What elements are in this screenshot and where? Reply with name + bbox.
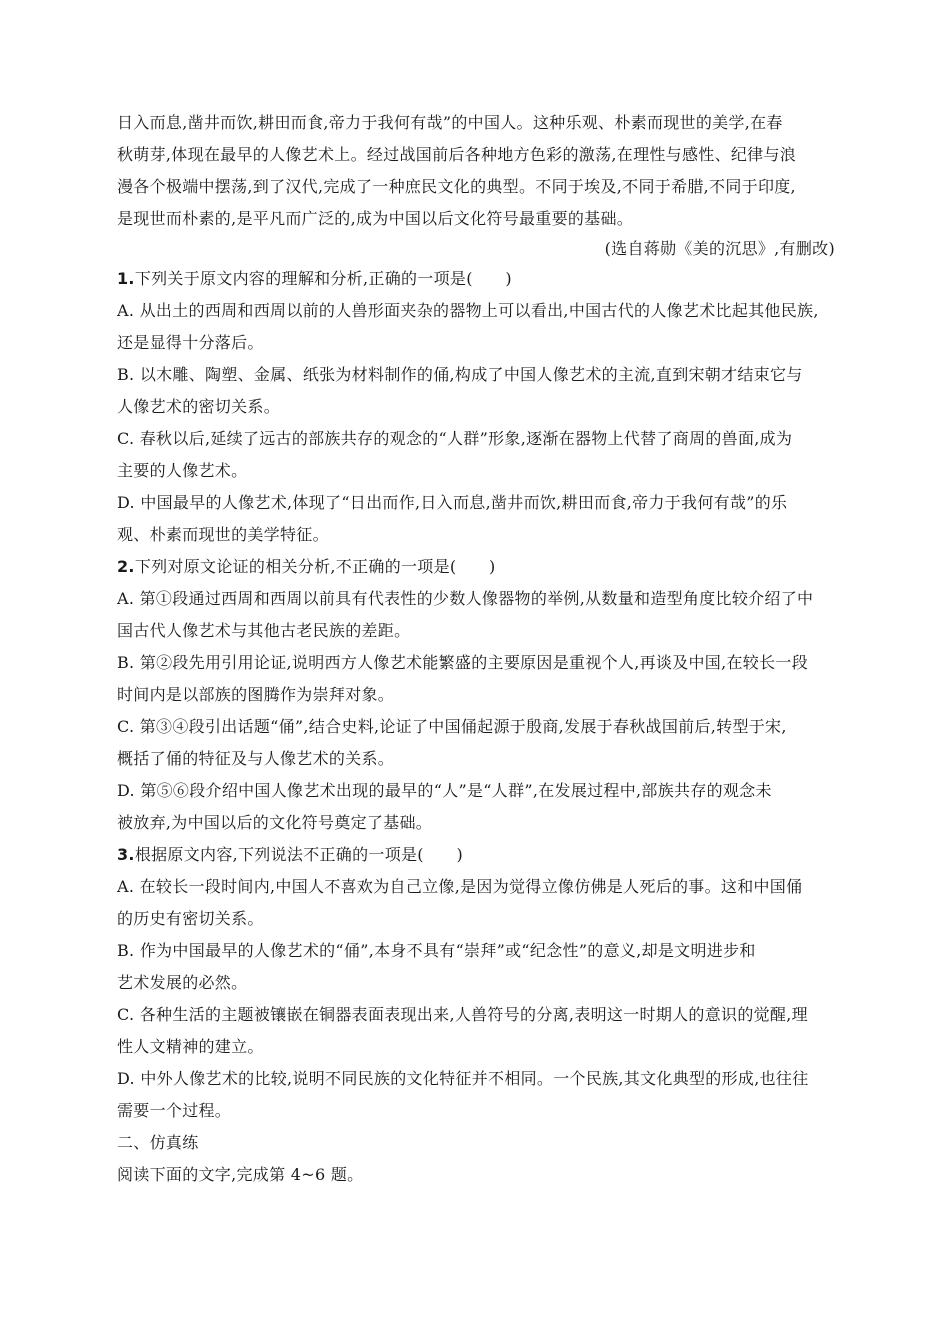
section-2 (117, 1133, 835, 1185)
option-d-line: 被放弃,为中国以后的文化符号奠定了基础。 (117, 813, 433, 832)
option-d-line: 观、朴素而现世的美学特征。 (117, 525, 329, 544)
option-b-line: 时间内是以部族的图腾作为崇拜对象。 (117, 685, 395, 704)
option-a-line: 的历史有密切关系。 (117, 909, 264, 928)
section-instruction: 阅读下面的文字,完成第 4~6 题。 (117, 1165, 364, 1184)
option-a-line: 国古代人像艺术与其他古老民族的差距。 (117, 621, 411, 640)
passage-line: 是现世而朴素的,是平凡而广泛的,成为中国以后文化符号最重要的基础。 (117, 209, 634, 228)
option-a-line: A. 第①段通过西周和西周以前具有代表性的少数人像器物的举例,从数量和造型角度比较介绍了中 (117, 589, 814, 608)
option-c-line: 主要的人像艺术。 (117, 461, 248, 480)
source-citation: (选自蒋勋《美的沉思》,有删改) (604, 239, 835, 258)
passage-line: 日入而息,凿井而饮,耕田而食,帝力于我何有哉”的中国人。这种乐观、朴素而现世的美学,在春 (117, 113, 783, 132)
question-text: 下列关于原文内容的理解和分析,正确的一项是( ) (134, 269, 512, 288)
option-b-line: 艺术发展的必然。 (117, 973, 248, 992)
question-text: 下列对原文论证的相关分析,不正确的一项是( ) (134, 557, 496, 576)
question-3 (117, 845, 835, 1121)
option-d-line: D. 第⑤⑥段介绍中国人像艺术出现的最早的“人”是“人群”,在发展过程中,部族共存的观念未 (117, 781, 772, 800)
document-content (117, 113, 835, 1197)
question-stem (117, 269, 835, 289)
option-d-line: D. 中外人像艺术的比较,说明不同民族的文化特征并不相同。一个民族,其文化典型的形成,也往往 (117, 1069, 809, 1088)
option-b-line: 人像艺术的密切关系。 (117, 397, 281, 416)
question-stem (117, 845, 835, 865)
option-a-line: A. 从出土的西周和西周以前的人兽形面夹杂的器物上可以看出,中国古代的人像艺术比起其他民族, (117, 301, 819, 320)
option-c-line: 性人文精神的建立。 (117, 1037, 264, 1056)
option-b-line: B. 以木雕、陶塑、金属、纸张为材料制作的俑,构成了中国人像艺术的主流,直到宋朝才结束它与 (117, 365, 803, 384)
passage-line: 漫各个极端中摆荡,到了汉代,完成了一种庶民文化的典型。不同于埃及,不同于希腊,不同于印度, (117, 177, 796, 196)
option-c-line: C. 春秋以后,延续了远古的部族共存的观念的“人群”形象,逐渐在器物上代替了商周的兽面,成为 (117, 429, 793, 448)
option-a-line: 还是显得十分落后。 (117, 333, 264, 352)
passage (117, 113, 835, 259)
option-c-line: C. 各种生活的主题被镶嵌在铜器表面表现出来,人兽符号的分离,表明这一时期人的意识的觉醒,理 (117, 1005, 808, 1024)
question-number: 1. (117, 269, 135, 288)
question-stem (117, 557, 835, 577)
passage-line: 秋萌芽,体现在最早的人像艺术上。经过战国前后各种地方色彩的激荡,在理性与感性、纪律与浪 (117, 145, 797, 164)
question-1 (117, 269, 835, 545)
option-b-line: B. 作为中国最早的人像艺术的“俑”,本身不具有“崇拜”或“纪念性”的意义,却是文明进步和 (117, 941, 756, 960)
question-2 (117, 557, 835, 833)
option-d-line: D. 中国最早的人像艺术,体现了“日出而作,日入而息,凿井而饮,耕田而食,帝力于我何有哉”的乐 (117, 493, 788, 512)
option-a-line: A. 在较长一段时间内,中国人不喜欢为自己立像,是因为觉得立像仿佛是人死后的事。这和中国俑 (117, 877, 803, 896)
option-b-line: B. 第②段先用引用论证,说明西方人像艺术能繁盛的主要原因是重视个人,再谈及中国,在较长一段 (117, 653, 808, 672)
section-heading: 二、仿真练 (117, 1133, 199, 1152)
option-c-line: 概括了俑的特征及与人像艺术的关系。 (117, 749, 395, 768)
question-number: 2. (117, 557, 135, 576)
question-number: 3. (117, 845, 135, 864)
option-c-line: C. 第③④段引出话题“俑”,结合史料,论证了中国俑起源于殷商,发展于春秋战国前后,转型于宋, (117, 717, 787, 736)
option-d-line: 需要一个过程。 (117, 1101, 232, 1120)
question-text: 根据原文内容,下列说法不正确的一项是( ) (134, 845, 463, 864)
